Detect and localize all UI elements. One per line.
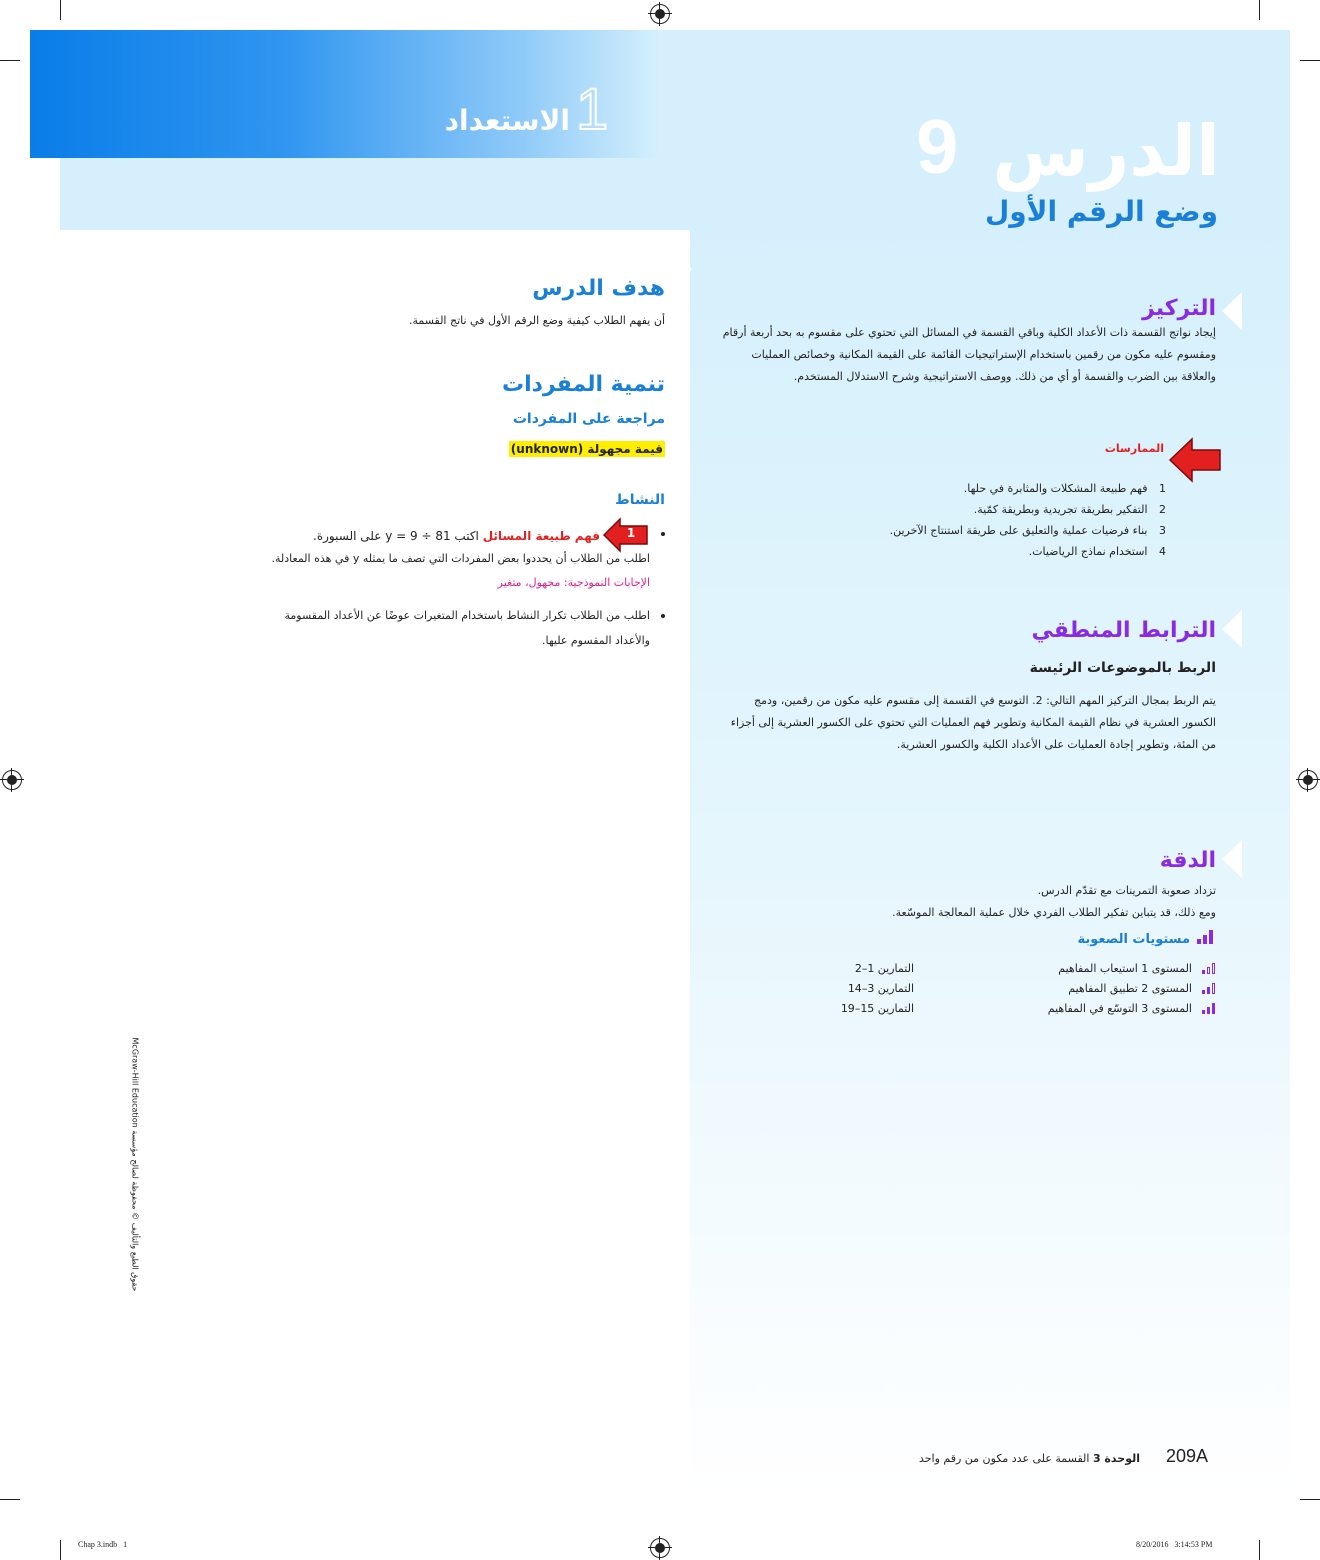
practice-text: بناء فرضيات عملية والتعليق على طريقة استنتاج الآخرين.	[889, 524, 1148, 537]
level-row	[820, 1000, 1216, 1020]
levels-icon	[1197, 930, 1213, 944]
practice-row	[800, 482, 1166, 495]
slug-left: Chap 3.indb 1	[78, 1540, 128, 1549]
focus-text: إيجاد نواتج القسمة ذات الأعداد الكلية وباقي القسمة في المسائل التي تحتوي على مقسوم به بحد أربعة أرقام ومقسوم عليه مكون من رقمين باستخدام الإستراتيجيات القائمة على القيمة المكانية وخصائص العمليات والعلاقة بين الضرب والقسمة أو أي من ذلك. ووصف الاستراتيجية وشرح الاستدلال المستخدم.	[722, 326, 1216, 383]
activity-item-1-answers: الإجابات النموذجية: مجهول، متغير	[497, 576, 650, 589]
level-row	[820, 980, 1216, 1000]
crop-mark	[0, 1499, 20, 1500]
crop-mark	[1259, 0, 1260, 20]
practice-row	[800, 545, 1166, 558]
vocab-subtitle: مراجعة على المفردات	[512, 411, 665, 427]
practices-label: الممارسات	[1104, 442, 1164, 455]
goal-title: هدف الدرس	[532, 276, 665, 301]
lesson-number: 9	[916, 105, 959, 190]
vocab-term	[400, 438, 665, 457]
bullet	[661, 532, 665, 536]
lesson-banner	[30, 30, 660, 158]
rigor-line2: ومع ذلك، قد يتباين تفكير الطلاب الفردي خلال عملية المعالجة الموسّعة.	[892, 906, 1216, 919]
lesson-title-word: الدرس	[992, 110, 1220, 192]
bullet	[661, 614, 665, 618]
activity-item-2-line2: والأعداد المقسوم عليها.	[541, 634, 650, 647]
crop-mark	[1259, 1540, 1260, 1560]
crop-mark	[1300, 1499, 1320, 1500]
level-1-icon	[1202, 963, 1216, 974]
crop-mark	[1300, 60, 1320, 61]
rigor-title: الدقة	[1159, 848, 1216, 873]
coherence-title: الترابط المنطقي	[1031, 618, 1216, 643]
registration-mark-icon	[2, 770, 22, 790]
practice-text: استخدام نماذج الرياضيات.	[1028, 545, 1148, 558]
section-marker	[1222, 292, 1242, 330]
level-label: المستوى 2 تطبيق المفاهيم	[1068, 982, 1192, 995]
focus-title: التركيز	[1142, 296, 1216, 321]
activity-item-1-line2: اطلب من الطلاب أن يحددوا بعض المفردات التي تصف ما يمثله y في هذه المعادلة.	[271, 552, 650, 565]
level-2-icon	[1202, 983, 1216, 994]
footer-unit-label: الوحدة 3	[1092, 1452, 1140, 1465]
activity-red-label: فهم طبيعة المسائل	[482, 529, 600, 543]
crop-mark	[60, 0, 61, 20]
section-marker	[1222, 610, 1242, 648]
section-marker	[1222, 840, 1242, 878]
level-label: المستوى 1 استيعاب المفاهيم	[1058, 962, 1192, 975]
practice-num: 1	[1159, 482, 1166, 495]
levels-title: مستويات الصعوبة	[1077, 932, 1190, 947]
banner-lesson-number: 1	[576, 77, 609, 142]
side-copyright: حقوق الطبع والتأليف © محفوظة لصالح مؤسسة McGraw-Hill Education	[130, 1037, 140, 1292]
practice-text: فهم طبيعة المشكلات والمثابرة في حلها.	[963, 482, 1148, 495]
registration-mark-icon	[650, 1538, 670, 1558]
activity-item-1	[160, 525, 600, 547]
practice-row	[800, 503, 1166, 516]
activity-badge: 1	[626, 526, 636, 540]
registration-mark-icon	[1298, 770, 1318, 790]
coherence-subtitle: الربط بالموضوعات الرئيسة	[1029, 660, 1216, 676]
lesson-subtitle: وضع الرقم الأول	[984, 195, 1218, 228]
practice-text: التفكير بطريقة تجريدية وبطريقة كمّية.	[973, 503, 1148, 516]
level-range: التمارين 3–14	[847, 982, 914, 995]
vocab-term-highlight: قيمة مجهولة (unknown)	[510, 442, 663, 456]
activity-title: النشاط	[615, 492, 665, 508]
vocab-title: تنمية المفردات	[502, 372, 665, 397]
registration-mark-icon	[650, 4, 670, 24]
practice-num: 3	[1159, 524, 1166, 537]
level-range: التمارين 15–19	[840, 1002, 914, 1015]
activity-item-1-main: اكتب 81 ÷ 9 = y على السبورة.	[313, 529, 479, 543]
level-row	[820, 960, 1216, 980]
level-label: المستوى 3 التوسّع في المفاهيم	[1047, 1002, 1192, 1015]
level-3-icon	[1202, 1003, 1216, 1014]
practice-num: 2	[1159, 503, 1166, 516]
crop-mark	[60, 1540, 61, 1560]
practice-num: 4	[1159, 545, 1166, 558]
level-range: التمارين 1–2	[854, 962, 914, 975]
crop-mark	[0, 60, 20, 61]
practice-row	[800, 524, 1166, 537]
activity-item-2-line1: اطلب من الطلاب تكرار النشاط باستخدام المتغيرات عوضًا عن الأعداد المقسومة	[284, 609, 650, 622]
footer-unit	[800, 1452, 1140, 1465]
banner-lesson-word: الاستعداد	[444, 104, 570, 137]
goal-text: أن يفهم الطلاب كيفية وضع الرقم الأول في ناتج القسمة.	[408, 314, 665, 327]
footer-unit-text: القسمة على عدد مكون من رقم واحد	[918, 1452, 1090, 1465]
red-arrow-icon	[1168, 435, 1228, 485]
page-number: 209A	[1166, 1446, 1209, 1466]
rigor-line1: تزداد صعوبة التمرينات مع تقدّم الدرس.	[1037, 884, 1216, 897]
coherence-text: يتم الربط بمجال التركيز المهم التالي: 2. التوسع في القسمة إلى مقسوم عليه مكون من رقمين، ودمج الكسور العشرية في نظام القيمة المكانية وتطوير فهم العمليات التي تحتوي على الكسور العشرية إلى أجزاء من المئة، وتطوير إجادة العمليات على الأعداد الكلية والكسور العشرية.	[730, 694, 1216, 751]
slug-right: 8/20/2016 3:14:53 PM	[1136, 1540, 1213, 1549]
